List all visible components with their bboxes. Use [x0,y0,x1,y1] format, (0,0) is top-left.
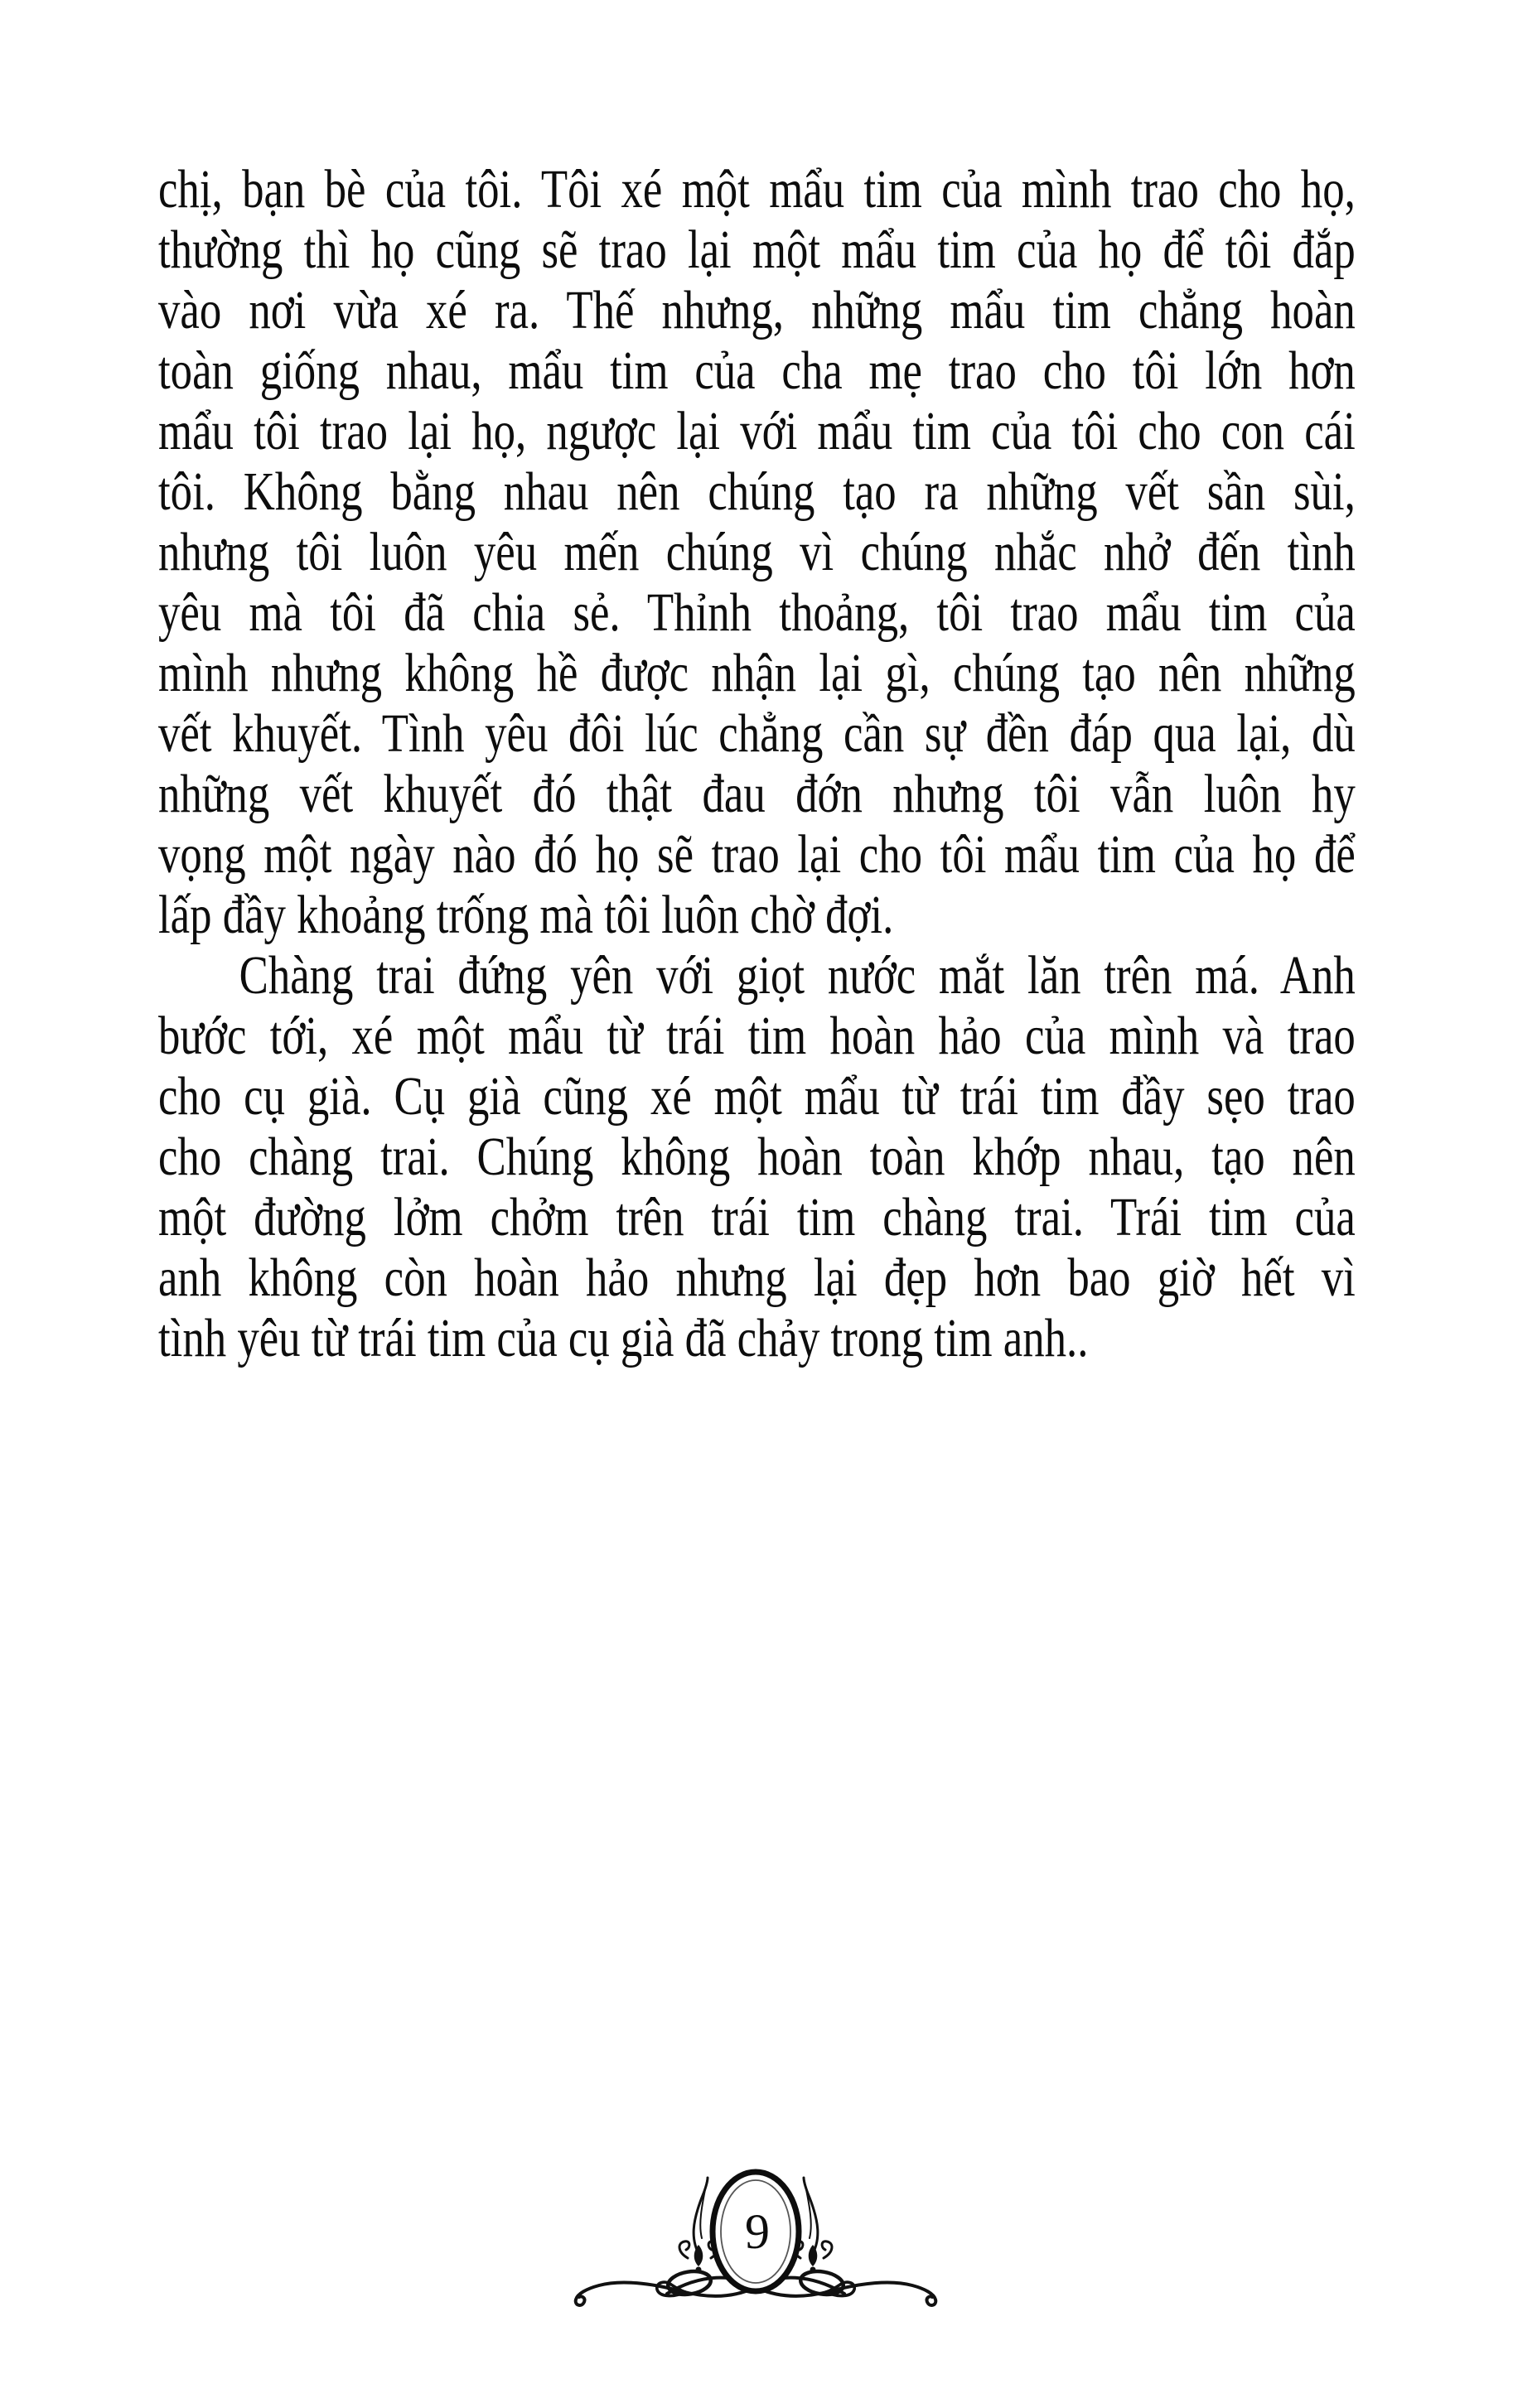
text-line: cho cụ già. Cụ già cũng xé một mẩu từ trái tim đầy sẹo trao [158,1066,1356,1127]
text-line: Chàng trai đứng yên với giọt nước mắt lăn trên má. Anh [239,945,1356,1006]
paragraph [158,945,1356,1368]
text-line: những vết khuyết đó thật đau đớn nhưng tôi vẫn luôn hy [158,764,1356,824]
text-line: tình yêu từ trái tim của cụ già đã chảy trong tim anh.. [158,1308,1089,1368]
text-line: vào nơi vừa xé ra. Thế nhưng, những mẩu tim chẳng hoàn [158,280,1356,340]
text-line: anh không còn hoàn hảo nhưng lại đẹp hơn bao giờ hết vì [158,1247,1356,1308]
text-line: mình nhưng không hề được nhận lại gì, chúng tạo nên những [158,643,1356,703]
text-line: bước tới, xé một mẩu từ trái tim hoàn hảo của mình và trao [158,1006,1356,1066]
text-line: mẩu tôi trao lại họ, ngược lại với mẩu tim của tôi cho con cái [158,401,1356,461]
text-line: nhưng tôi luôn yêu mến chúng vì chúng nhắc nhở đến tình [158,522,1356,582]
text-line: yêu mà tôi đã chia sẻ. Thỉnh thoảng, tôi trao mẩu tim của [158,582,1356,643]
footer-ornament-graphic [561,2139,950,2338]
text-column [158,159,1356,1368]
text-line: vọng một ngày nào đó họ sẽ trao lại cho tôi mẩu tim của họ để [158,824,1356,885]
text-line: tôi. Không bằng nhau nên chúng tạo ra những vết sần sùi, [158,461,1356,522]
text-line: toàn giống nhau, mẩu tim của cha mẹ trao cho tôi lớn hơn [158,340,1356,401]
text-line: lấp đầy khoảng trống mà tôi luôn chờ đợi. [158,885,894,945]
text-area [158,159,1356,1368]
paragraph [158,159,1356,945]
text-line: một đường lởm chởm trên trái tim chàng trai. Trái tim của [158,1187,1356,1247]
text-line: vết khuyết. Tình yêu đôi lúc chẳng cần sự đền đáp qua lại, dù [158,703,1356,764]
page-footer-ornament [561,2139,950,2338]
text-line: cho chàng trai. Chúng không hoàn toàn khớp nhau, tạo nên [158,1127,1356,1187]
page-number: 9 [745,2204,770,2259]
text-line: chị, bạn bè của tôi. Tôi xé một mẩu tim của mình trao cho họ, [158,159,1356,220]
text-line: thường thì họ cũng sẽ trao lại một mẩu tim của họ để tôi đắp [158,220,1356,280]
